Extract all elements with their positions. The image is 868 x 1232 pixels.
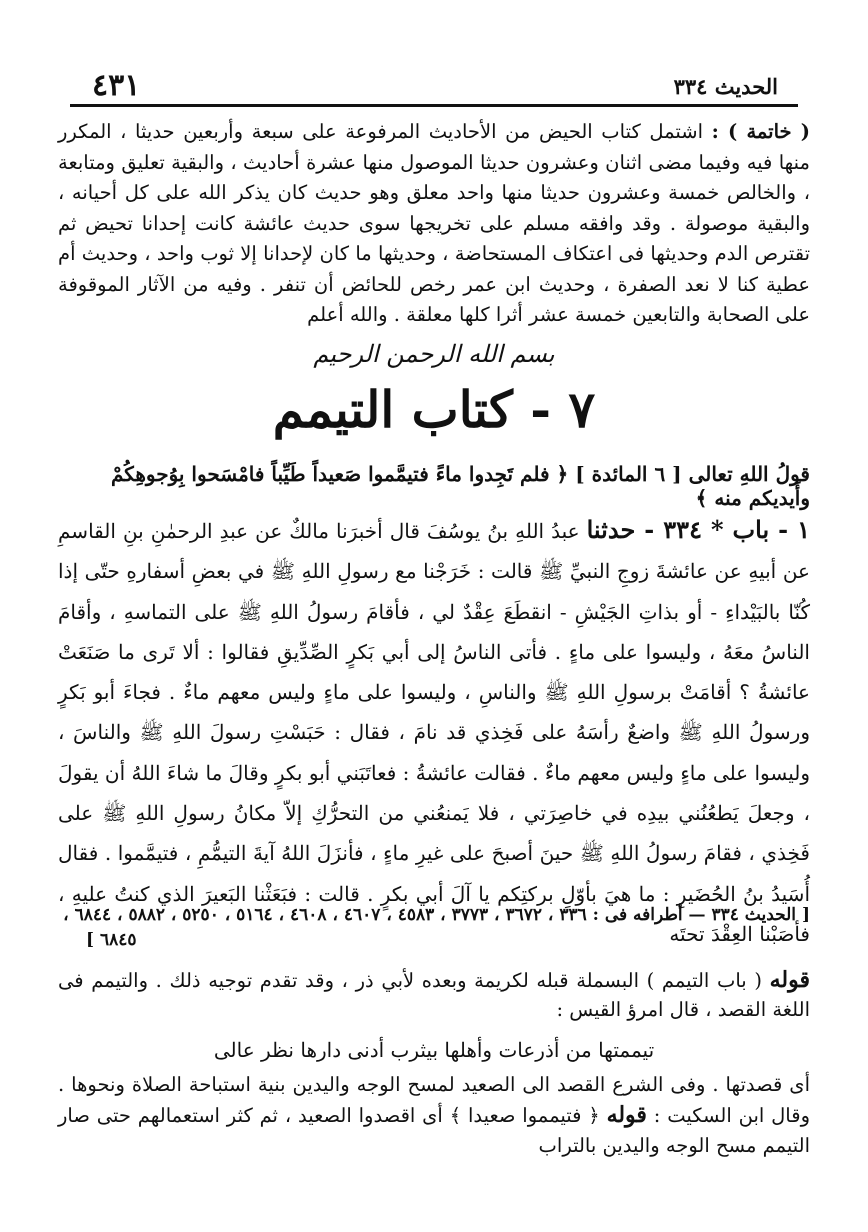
chapter-title: ٧ - كتاب التيمم — [272, 380, 596, 439]
hadith-body: عبدُ اللهِ بنُ يوسُفَ قال أخبرَنا مالكٌ عن عبدِ الرحمٰنِ بنِ القاسمِ عن أبيهِ عن عائشةَ زوجِ النبيِّ ﷺ قالت : خَرَجْنا مع رسولِ اللهِ ﷺ في بعضِ أسفارهِ حتّى إذا كُنّا بالبَيْداءِ - أو بذاتِ الجَيْشِ - انقطَعَ عِقْدٌ لي ، فأقامَ رسولُ اللهِ ﷺ على التماسهِ ، وأقامَ الناسُ معَهُ ، وليسوا على ماءٍ . فأتى الناسُ إلى أبي بَكرٍ الصِّدِّيقِ فقالوا : ألا تَرى ما صَنَعَتْ عائشةُ ؟ أقامَتْ برسولِ اللهِ ﷺ والناسِ ، وليسوا على ماءٍ وليس معهم ماءٌ . فجاءَ أبو بَكرٍ ورسولُ اللهِ ﷺ واضعٌ رأسَهُ على فَخِذي قد نامَ ، فقال : حَبَسْتِ رسولَ اللهِ ﷺ والناسَ ، وليسوا على ماءٍ وليس معهم ماءٌ . فقالت عائشةُ : فعاتَبَني أبو بكرٍ وقالَ ما شاءَ اللهُ أن يقولَ ، وجعلَ يَطعُنُني بيدِه في خاصِرَتي ، فلا يَمنعُني من التحرُّكِ إلاّ مكانُ رسولِ اللهِ ﷺ على فَخِذي ، فقامَ رسولُ اللهِ ﷺ حينَ أصبحَ على غيرِ ماءٍ ، فأنزَلَ اللهُ آيةَ التيمُّمِ ، فتيمَّموا . فقال أُسَيدُ بنُ الحُضَيرِ : ما هيَ بأوّلِ بركتِكم يا آلَ أبي بكرٍ . قالت : فبَعَثْنا البَعيرَ الذي كنتُ عليهِ ، فأصَبْنا العِقْدَ تحتَه — [58, 519, 810, 946]
basmala: بسم الله الرحمن الرحيم — [313, 340, 555, 368]
khatima-paragraph — [58, 117, 810, 331]
commentary-paragraph — [58, 966, 810, 1024]
hadith-references-continued: ٦٨٤٥ ] — [86, 930, 137, 950]
closing-text-1: أى قصدتها . وفى الشرع القصد الى الصعيد لمسح الوجه واليدين بنية استباحة الصلاة ونحوها . وقال ابن السكيت : — [58, 1073, 810, 1127]
hadith-text — [58, 510, 810, 954]
khatima-label: ( خاتمة ) : — [711, 120, 811, 143]
page-number: ٤٣١ — [92, 68, 141, 103]
page-header — [70, 66, 798, 103]
closing-paragraph — [58, 1070, 810, 1161]
bab-heading: ١ - باب * ٣٣٤ - حدثنا — [586, 515, 811, 544]
commentary-text: ( باب التيمم ) البسملة قبله لكريمة وبعده لأبي ذر ، وقد تقدم توجيه ذلك . والتيمم فى اللغة القصد ، قال امرؤ القيس : — [58, 969, 810, 1021]
closing-text-2: ﴿ فتيمموا صعيدا ﴾ أى اقصدوا الصعيد ، ثم كثر استعمالهم حتى صار التيمم مسح الوجه واليدين بالتراب — [58, 1104, 810, 1157]
header-rule — [70, 104, 798, 107]
quran-verse: قولُ اللهِ تعالى [ ٦ المائدة ] ﴿ فلم تَجِدوا ماءً فتيمَّموا صَعيداً طَيِّباً فامْسَحوا بِوُجوهِكُمْ وأَيديكم منه ﴾ — [110, 462, 810, 510]
khatima-text: اشتمل كتاب الحيض من الأحاديث المرفوعة على سبعة وأربعين حديثا ، المكرر منها فيه وفيما مضى اثنان وعشرون حديثا الموصول منها عشرة أحاديث ، والبقية تعليق ومتابعة ، والخالص خمسة وعشرون حديثا منها واحد معلق وهو حديث كان يذكر الله على كل أحيانه ، والبقية موصولة . وقد وافقه مسلم على تخريجها سوى حديث عائشة كانت إحدانا تحيض ثم تقترص الدم وحديثها فى اعتكاف المستحاضة ، وحديثها ما كان لإحدانا إلا ثوب واحد ، وحديث أم عطية كنا لا نعد الصفرة ، وحديث ابن عمر رخص للحائض أن تنفر . وفيه من الآثار الموقوفة على الصحابة والتابعين خمسة عشر أثرا كلها معلقة . والله أعلم — [58, 120, 810, 326]
running-title: الحديث ٣٣٤ — [673, 74, 778, 99]
hadith-references: [ الحديث ٣٣٤ — أطرافه فى : ٣٣٦ ، ٣٦٧٢ ، ٣٧٧٣ ، ٤٥٨٣ ، ٤٦٠٧ ، ٤٦٠٨ ، ٥١٦٤ ، ٥٢٥٠ ، ٥٨٨٢ ، ٦٨٤٤ ، — [63, 905, 810, 925]
poem-verse: تيممتها من أذرعات وأهلها بيثرب أدنى دارها نظر عالى — [213, 1038, 655, 1062]
commentary-label: قوله — [769, 967, 810, 993]
closing-label: قوله — [606, 1102, 647, 1128]
